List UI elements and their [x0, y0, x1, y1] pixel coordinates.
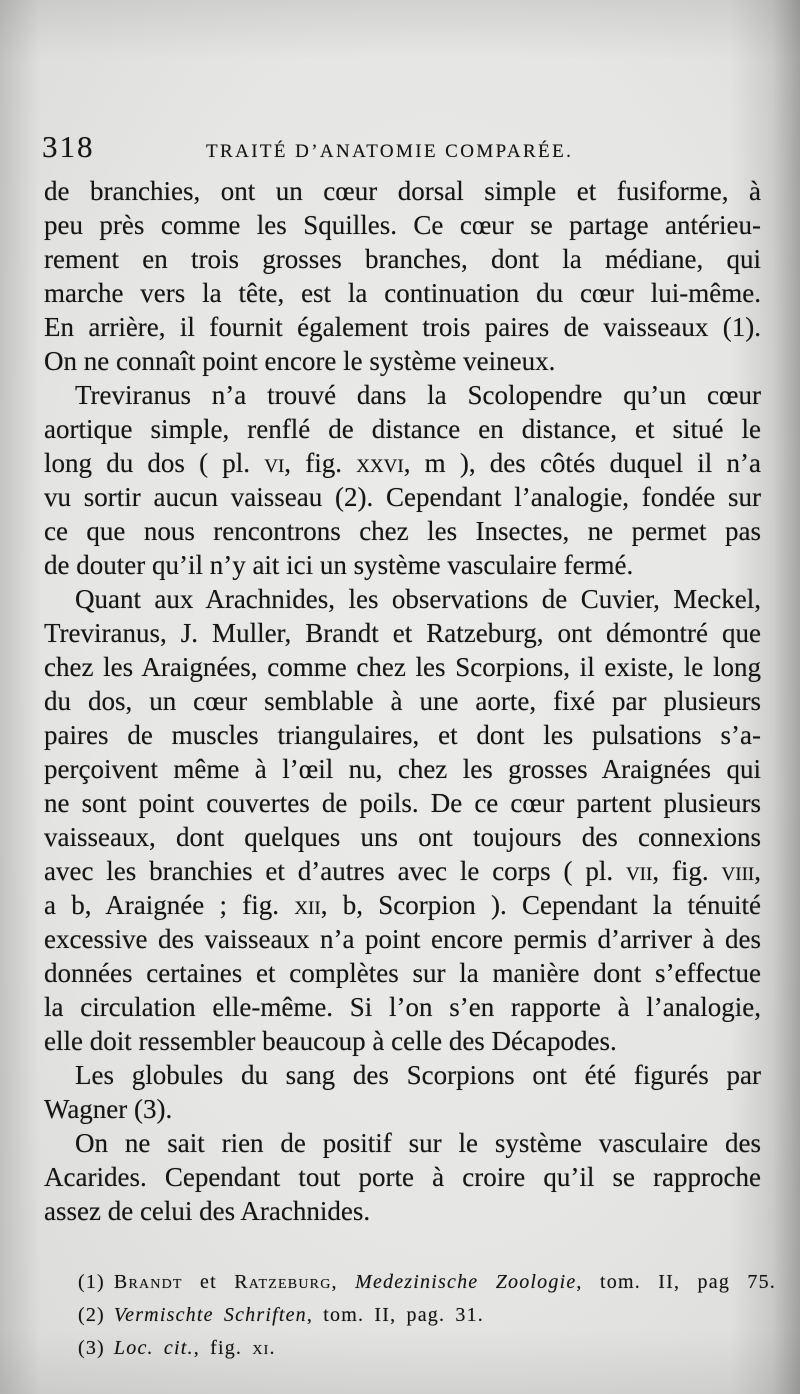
roman-numeral: vi — [264, 448, 285, 478]
text-line: aortique simple, renflé de distance en distance, et situé le — [44, 414, 761, 444]
text-line: ne sont point couvertes de poils. De ce cœur partent plusieurs — [44, 788, 761, 818]
text-line: On ne connaît point encore le système veineux. — [44, 346, 556, 376]
text-line: Wagner (3). — [44, 1094, 173, 1124]
text-line: Les globules du sang des Scorpions ont été figurés par — [75, 1060, 761, 1090]
text-line: du dos, un cœur semblable à une aorte, fixé par plusieurs — [44, 686, 761, 716]
page-number: 318 — [42, 129, 95, 164]
text-line: Acarides. Cependant tout porte à croire qu’il se rapproche — [44, 1162, 761, 1192]
paragraph — [44, 1058, 761, 1126]
roman-numeral: vii — [625, 856, 653, 886]
text-block — [44, 174, 761, 1228]
text-line: chez les Araignées, comme chez les Scorpions, il existe, le long — [44, 652, 761, 682]
roman-numeral: viii — [721, 856, 755, 886]
text-line: Treviranus n’a trouvé dans la Scolopendre qu’un cœur — [75, 380, 761, 410]
footnote — [78, 1299, 776, 1332]
text-line: paires de muscles triangulaires, et dont les pulsations s’a- — [44, 720, 761, 750]
footnote-marker: (1) — [78, 1271, 105, 1293]
roman-numeral: xii — [294, 890, 321, 920]
running-header — [42, 128, 772, 171]
text-segment: , fig. — [652, 856, 722, 886]
footnote-marker: (3) — [78, 1337, 105, 1359]
text-line: elle doit ressembler beaucoup à celle des Décapodes. — [44, 1026, 617, 1056]
text-line: Treviranus, J. Muller, Brandt et Ratzeburg, ont démontré que — [44, 618, 761, 648]
text-line: assez de celui des Arachnides. — [44, 1196, 371, 1226]
text-line: perçoivent même à l’œil nu, chez les grosses Araignées qui — [44, 754, 761, 784]
roman-numeral: xxvi — [356, 448, 404, 478]
text-line: marche vers la tête, est la continuation du cœur lui-même. — [44, 278, 761, 308]
text-line: vaisseaux, dont quelques uns ont toujours des connexions — [44, 822, 761, 852]
text-segment: , — [754, 856, 761, 886]
text-segment: avec les branchies et d’autres avec le corps ( pl. — [44, 856, 626, 886]
author-name: Ratzeburg — [234, 1271, 332, 1293]
text-segment: , tom. II, pag. 31. — [306, 1304, 485, 1326]
text-line: En arrière, il fournit également trois paires de vaisseaux (1). — [44, 312, 761, 342]
footnote-marker: (2) — [78, 1304, 105, 1326]
text-line: ce que nous rencontrons chez les Insectes, ne permet pas — [44, 516, 761, 546]
text-line — [44, 888, 761, 922]
citation-abbreviation: Loc. cit. — [113, 1337, 194, 1359]
text-segment: . — [269, 1337, 276, 1359]
book-title: Vermischte Schriften — [113, 1304, 307, 1326]
text-segment: et — [182, 1271, 235, 1293]
running-title: TRAITÉ D’ANATOMIE COMPARÉE. — [206, 141, 574, 162]
footnotes — [78, 1266, 776, 1365]
text-line: la circulation elle-même. Si l’on s’en rapporte à l’analogie, — [44, 992, 761, 1022]
author-name: Brandt — [113, 1271, 183, 1293]
text-line: données certaines et complètes sur la manière dont s’effectue — [44, 958, 761, 988]
text-segment: long du dos ( pl. — [44, 448, 265, 478]
paragraph — [44, 174, 761, 378]
text-line: Quant aux Arachnides, les observations de Cuvier, Meckel, — [75, 584, 761, 614]
book-title: Medezinische Zoologie — [355, 1271, 577, 1293]
text-segment: , b, Scorpion ). Cependant la ténuité — [320, 890, 762, 920]
text-segment: , — [331, 1271, 356, 1293]
text-line — [44, 854, 761, 888]
footnote — [78, 1332, 776, 1365]
text-line: de branchies, ont un cœur dorsal simple et fusiforme, à — [44, 176, 761, 206]
text-line: peu près comme les Squilles. Ce cœur se partage antérieu- — [44, 210, 761, 240]
text-segment: , tom. II, pag 75. — [576, 1271, 776, 1293]
paragraph — [44, 378, 761, 582]
roman-numeral: xi — [252, 1337, 270, 1359]
footnote — [78, 1266, 776, 1299]
text-line: de douter qu’il n’y ait ici un système vasculaire fermé. — [44, 550, 634, 580]
text-segment: , fig. — [193, 1337, 253, 1359]
text-line — [44, 446, 761, 480]
paragraph — [44, 1126, 761, 1228]
paragraph — [44, 582, 761, 1058]
text-line: On ne sait rien de positif sur le système vasculaire des — [75, 1128, 761, 1158]
text-line: excessive des vaisseaux n’a point encore permis d’arriver à des — [44, 924, 761, 954]
text-line: rement en trois grosses branches, dont la médiane, qui — [44, 244, 761, 274]
text-segment: , m ), des côtés duquel il n’a — [403, 448, 761, 478]
text-line: vu sortir aucun vaisseau (2). Cependant l’analogie, fondée sur — [44, 482, 761, 512]
text-segment: , fig. — [284, 448, 357, 478]
text-segment: a b, Araignée ; fig. — [44, 890, 295, 920]
